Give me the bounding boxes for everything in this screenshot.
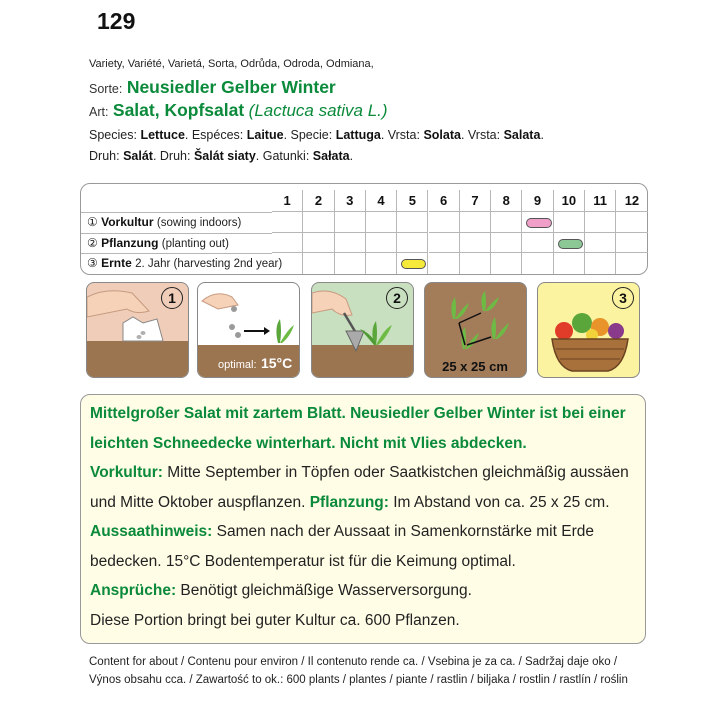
variety-languages: Variety, Variété, Varietá, Sorta, Odrůda, Odroda, Odmiana,	[89, 58, 374, 70]
translation-value: Salata	[503, 128, 541, 142]
schedule-row-label	[87, 215, 241, 229]
calendar-cell	[397, 212, 428, 233]
latin-name: (Lactuca sativa L.)	[248, 101, 388, 120]
row-name: Ernte	[101, 256, 132, 270]
calendar-cell	[272, 233, 303, 254]
calendar-cell	[272, 253, 303, 274]
calendar-cell	[616, 253, 647, 274]
content-line-1: Content for about / Contenu pour environ / Il contenuto rende ca. / Vsebina je za ca. / Sadržaj daje oko /	[89, 656, 618, 668]
vorkultur-line	[90, 458, 640, 488]
row-number: ③	[87, 256, 98, 270]
translation-value: Laitue	[246, 128, 284, 142]
vorkultur-text-2: und Mitte Oktober auspflanzen.	[90, 493, 310, 511]
pflanzung-text: Im Abstand von ca. 25 x 25 cm.	[388, 493, 610, 511]
calendar-cell	[460, 253, 491, 274]
month-header: 12	[616, 190, 647, 212]
row-note: 2. Jahr (harvesting 2nd year)	[135, 258, 283, 270]
translation-value: Sałata	[312, 149, 350, 163]
calendar-cell	[272, 212, 303, 233]
calendar-cell	[335, 233, 366, 254]
species-name-row	[89, 100, 388, 121]
month-header: 3	[335, 190, 366, 212]
month-header: 1	[272, 190, 303, 212]
schedule-bar	[526, 218, 551, 228]
pflanzung-line	[90, 488, 640, 518]
ansprueche-text: Benötigt gleichmäßige Wasserversorgung.	[176, 582, 472, 599]
aussaat-line	[90, 517, 640, 547]
month-header: 2	[303, 190, 334, 212]
pflanzung-label: Pflanzung:	[309, 493, 389, 511]
calendar-cell	[491, 212, 522, 233]
calendar-cell	[429, 233, 460, 254]
calendar-cell	[397, 233, 428, 254]
translation-label: . Specie:	[283, 128, 333, 142]
intro-line-2: leichten Schneedecke winterhart. Nicht mit Vlies abdecken.	[90, 434, 527, 452]
calendar-cell	[616, 233, 647, 254]
vorkultur-label: Vorkultur:	[90, 464, 163, 481]
variety-name-row	[89, 77, 336, 98]
intro-line-1: Mittelgroßer Salat mit zartem Blatt. Neusiedler Gelber Winter ist bei einer	[90, 405, 626, 422]
translation-value: Solata	[423, 128, 461, 142]
germination-caption	[218, 355, 292, 373]
calendar-cell	[335, 253, 366, 274]
row-number: ②	[87, 235, 98, 250]
species-translations: Species: Lettuce. Espéces: Laitue. Specie: Lattuga. Vrsta: Solata. Vrsta: Salata.	[89, 128, 544, 142]
schedule-row-label	[87, 236, 229, 250]
vorkultur-text: Mitte September in Töpfen oder Saatkistchen gleichmäßig aussäen	[162, 464, 629, 481]
calendar-cell	[303, 212, 334, 233]
step-badge: 3	[612, 287, 634, 309]
sorte-label: Sorte:	[89, 82, 123, 96]
step-badge: 2	[386, 287, 408, 309]
month-header: 7	[460, 190, 491, 212]
pictogram-harvest	[537, 282, 640, 378]
row-name: Pflanzung	[101, 235, 159, 250]
month-header: 9	[522, 190, 553, 212]
translation-label: Druh:	[89, 149, 120, 163]
portion-line: Diese Portion bringt bei guter Kultur ca. 600 Pflanzen.	[90, 611, 460, 629]
pictogram-spacing	[424, 282, 527, 378]
calendar-cell	[429, 212, 460, 233]
translation-label: . Espéces:	[184, 128, 244, 142]
aussaat-label: Aussaathinweis:	[90, 523, 213, 540]
month-header: 4	[366, 190, 397, 212]
sowing-calendar	[80, 183, 648, 275]
variety-name: Neusiedler Gelber Winter	[126, 77, 336, 97]
month-header: 10	[554, 190, 585, 212]
calendar-cell	[366, 233, 397, 254]
art-label: Art:	[89, 105, 109, 119]
translation-value: Salát	[123, 149, 153, 163]
aussaat-line-2: bedecken. 15°C Bodentemperatur ist für die Keimung optimal.	[90, 552, 516, 570]
ansprueche-label: Ansprüche:	[90, 582, 177, 599]
calendar-cell	[491, 233, 522, 254]
row-note: (planting out)	[161, 237, 229, 250]
step-badge: 1	[161, 287, 183, 309]
calendar-cell	[366, 253, 397, 274]
calendar-cell	[585, 253, 616, 274]
translation-value: Lettuce	[140, 128, 185, 142]
calendar-cell	[554, 253, 585, 274]
row-note: (sowing indoors)	[156, 217, 242, 229]
pictogram-germination	[197, 282, 300, 378]
calendar-cell	[303, 233, 334, 254]
pictogram-sowing	[86, 282, 189, 378]
calendar-cell	[585, 212, 616, 233]
calendar-cell	[460, 212, 491, 233]
row-divider	[81, 253, 272, 254]
caption-value: 15°C	[260, 355, 293, 371]
species-name: Salat, Kopfsalat	[112, 100, 245, 120]
calendar-cell	[366, 212, 397, 233]
calendar-cell	[554, 212, 585, 233]
row-name: Vorkultur	[101, 215, 154, 229]
calendar-cell	[303, 253, 334, 274]
calendar-cell	[429, 253, 460, 274]
translation-label: . Vrsta:	[380, 128, 420, 142]
calendar-cell	[491, 253, 522, 274]
month-header: 8	[491, 190, 522, 212]
content-line-2: Výnos obsahu cca. / Zawartość to ok.: 600 plants / plantes / piante / rastlin / biljaka / rostlin / rastlín / roślin	[89, 674, 628, 686]
calendar-cell	[616, 212, 647, 233]
species-translations-2: Druh: Salát. Druh: Šalát siaty. Gatunki: Sałata.	[89, 149, 354, 163]
aussaat-text: Samen nach der Aussaat in Samenkornstärke mit Erde	[212, 523, 594, 540]
translation-value: Lattuga	[335, 128, 381, 142]
caption-label: optimal:	[218, 359, 257, 371]
schedule-row-label	[87, 256, 282, 270]
calendar-cell	[522, 253, 553, 274]
translation-label: . Gatunki:	[255, 149, 310, 163]
description-box	[80, 394, 646, 644]
calendar-cell	[335, 212, 366, 233]
schedule-bar	[558, 239, 583, 249]
translation-label: . Druh:	[152, 149, 191, 163]
ansprueche-line	[90, 576, 640, 606]
month-header: 5	[397, 190, 428, 212]
schedule-bar	[401, 259, 426, 269]
month-header: 11	[585, 190, 616, 212]
calendar-cell	[522, 233, 553, 254]
header-divider	[81, 212, 272, 213]
translation-value: Šalát siaty	[193, 149, 256, 163]
translation-label: Species:	[89, 128, 137, 142]
pictogram-planting	[311, 282, 414, 378]
translation-label: . Vrsta:	[460, 128, 501, 142]
month-header: 6	[429, 190, 460, 212]
spacing-caption: 25 x 25 cm	[442, 359, 508, 374]
row-divider	[81, 233, 272, 234]
packet-number: 129	[97, 8, 136, 34]
calendar-cell	[460, 233, 491, 254]
row-number: ①	[87, 215, 98, 229]
calendar-cell	[585, 233, 616, 254]
